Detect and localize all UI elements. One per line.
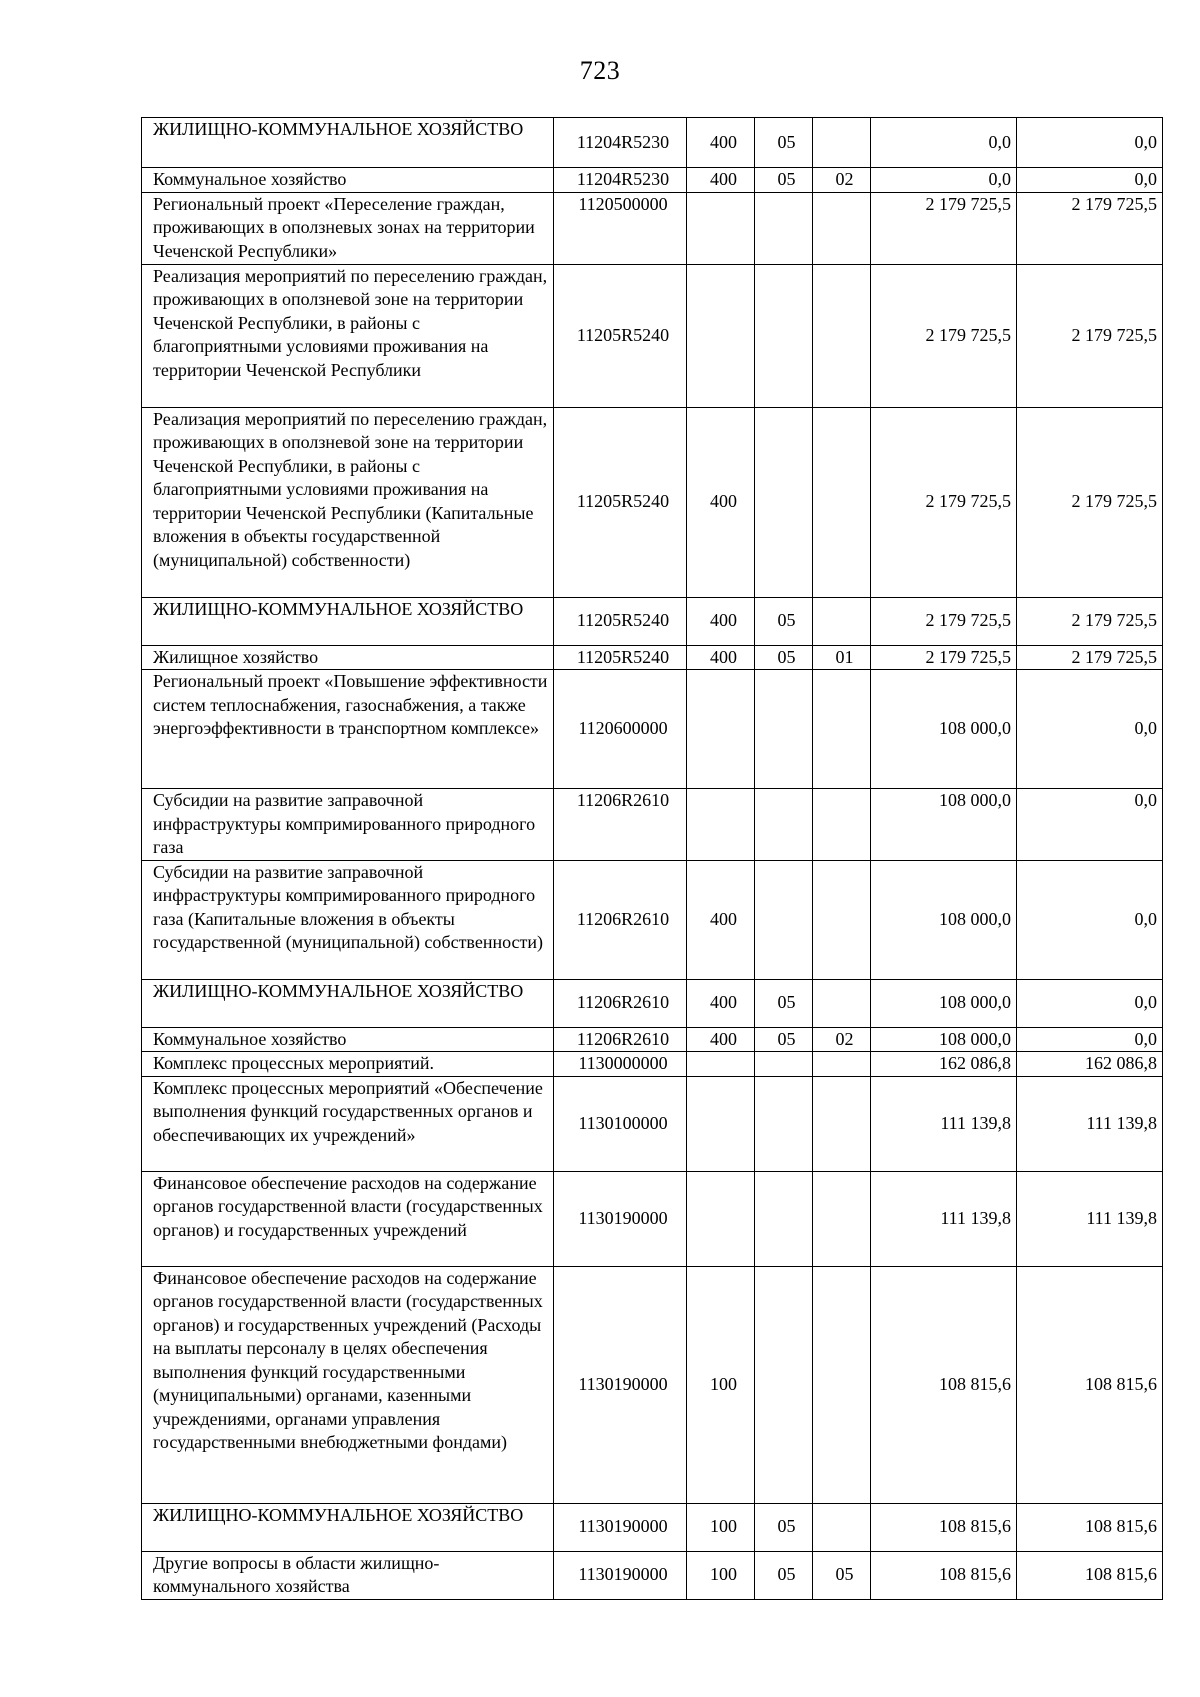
row-sum-2: 0,0	[1017, 1027, 1163, 1052]
table-row	[142, 168, 1163, 193]
row-name: ЖИЛИЩНО-КОММУНАЛЬНОЕ ХОЗЯЙСТВО	[142, 1503, 554, 1551]
row-name: Реализация мероприятий по переселению граждан, проживающих в оползневой зоне на территории Чеченской Республики, в районы с благоприятными условиями проживания на территории Чеченской Республики	[142, 264, 554, 407]
row-name: Региональный проект «Переселение граждан, проживающих в оползневых зонах на территории Чеченской Республики»	[142, 192, 554, 264]
row-name: Региональный проект «Повышение эффективности систем теплоснабжения, газоснабжения, а также энергоэффективности в транспортном комплексе»	[142, 670, 554, 789]
row-expense-type	[687, 1171, 755, 1266]
row-sum-2: 2 179 725,5	[1017, 407, 1163, 597]
row-name: Жилищное хозяйство	[142, 645, 554, 670]
row-subsection	[813, 860, 871, 979]
row-sum-2: 0,0	[1017, 118, 1163, 168]
row-sum-2: 108 815,6	[1017, 1266, 1163, 1503]
row-sum-1: 2 179 725,5	[871, 192, 1017, 264]
table-row	[142, 407, 1163, 597]
row-section	[755, 670, 813, 789]
row-sum-1: 2 179 725,5	[871, 407, 1017, 597]
row-expense-type: 400	[687, 860, 755, 979]
row-section	[755, 407, 813, 597]
row-expense-type: 400	[687, 407, 755, 597]
page-number: 723	[579, 56, 621, 85]
row-subsection	[813, 979, 871, 1027]
row-sum-1: 108 000,0	[871, 979, 1017, 1027]
row-section	[755, 1052, 813, 1077]
row-subsection	[813, 264, 871, 407]
row-section: 05	[755, 979, 813, 1027]
row-sum-2: 0,0	[1017, 168, 1163, 193]
row-sum-2: 0,0	[1017, 860, 1163, 979]
row-expense-type: 100	[687, 1551, 755, 1599]
row-subsection	[813, 192, 871, 264]
row-code: 11205R5240	[554, 645, 687, 670]
row-section: 05	[755, 168, 813, 193]
row-sum-1: 0,0	[871, 168, 1017, 193]
row-sum-2: 162 086,8	[1017, 1052, 1163, 1077]
row-sum-2: 0,0	[1017, 789, 1163, 861]
row-sum-1: 2 179 725,5	[871, 264, 1017, 407]
row-sum-2: 2 179 725,5	[1017, 192, 1163, 264]
row-code: 1120500000	[554, 192, 687, 264]
row-name: Реализация мероприятий по переселению граждан, проживающих в оползневой зоне на территории Чеченской Республики, в районы с благоприятными условиями проживания на территории Чеченской Республики (Капитальные вложения в объекты государственной (муниципальной) собственности)	[142, 407, 554, 597]
row-subsection	[813, 118, 871, 168]
row-section: 05	[755, 1551, 813, 1599]
row-sum-1: 2 179 725,5	[871, 597, 1017, 645]
row-expense-type: 400	[687, 168, 755, 193]
budget-table	[141, 117, 1163, 1600]
table-row	[142, 1052, 1163, 1077]
row-name: Финансовое обеспечение расходов на содержание органов государственной власти (государственных органов) и государственных учреждений	[142, 1171, 554, 1266]
row-sum-2: 111 139,8	[1017, 1076, 1163, 1171]
row-name: Комплекс процессных мероприятий.	[142, 1052, 554, 1077]
row-code: 1130190000	[554, 1266, 687, 1503]
row-expense-type	[687, 264, 755, 407]
row-subsection: 01	[813, 645, 871, 670]
row-sum-2: 2 179 725,5	[1017, 264, 1163, 407]
row-name: ЖИЛИЩНО-КОММУНАЛЬНОЕ ХОЗЯЙСТВО	[142, 118, 554, 168]
row-subsection	[813, 1076, 871, 1171]
row-sum-2: 2 179 725,5	[1017, 597, 1163, 645]
row-code: 11204R5230	[554, 118, 687, 168]
table-row	[142, 1266, 1163, 1503]
row-sum-1: 108 000,0	[871, 789, 1017, 861]
row-code: 1130100000	[554, 1076, 687, 1171]
row-sum-2: 108 815,6	[1017, 1503, 1163, 1551]
row-expense-type: 400	[687, 979, 755, 1027]
row-code: 11205R5240	[554, 407, 687, 597]
row-expense-type	[687, 670, 755, 789]
row-subsection	[813, 1503, 871, 1551]
table-row	[142, 645, 1163, 670]
row-section	[755, 264, 813, 407]
row-name: ЖИЛИЩНО-КОММУНАЛЬНОЕ ХОЗЯЙСТВО	[142, 979, 554, 1027]
row-code: 11205R5240	[554, 264, 687, 407]
row-subsection: 05	[813, 1551, 871, 1599]
table-row	[142, 1076, 1163, 1171]
row-section	[755, 789, 813, 861]
row-sum-2: 111 139,8	[1017, 1171, 1163, 1266]
row-sum-2: 2 179 725,5	[1017, 645, 1163, 670]
row-code: 11205R5240	[554, 597, 687, 645]
table-row	[142, 1503, 1163, 1551]
table-row	[142, 118, 1163, 168]
table-row	[142, 979, 1163, 1027]
row-sum-1: 108 815,6	[871, 1503, 1017, 1551]
table-row	[142, 264, 1163, 407]
table-row	[142, 670, 1163, 789]
row-expense-type	[687, 1076, 755, 1171]
row-subsection	[813, 1052, 871, 1077]
table-row	[142, 1027, 1163, 1052]
row-section	[755, 1266, 813, 1503]
row-subsection	[813, 1266, 871, 1503]
row-section	[755, 192, 813, 264]
row-sum-1: 162 086,8	[871, 1052, 1017, 1077]
row-section	[755, 860, 813, 979]
row-sum-2: 108 815,6	[1017, 1551, 1163, 1599]
row-expense-type: 400	[687, 118, 755, 168]
row-subsection: 02	[813, 168, 871, 193]
row-sum-1: 108 815,6	[871, 1551, 1017, 1599]
row-section: 05	[755, 1503, 813, 1551]
row-name: Коммунальное хозяйство	[142, 1027, 554, 1052]
row-subsection	[813, 789, 871, 861]
row-name: Субсидии на развитие заправочной инфраструктуры компримированного природного газа (Капитальные вложения в объекты государственной (муниципальной) собственности)	[142, 860, 554, 979]
row-section: 05	[755, 118, 813, 168]
row-sum-1: 108 000,0	[871, 670, 1017, 789]
row-code: 11206R2610	[554, 979, 687, 1027]
row-code: 11206R2610	[554, 1027, 687, 1052]
row-name: ЖИЛИЩНО-КОММУНАЛЬНОЕ ХОЗЯЙСТВО	[142, 597, 554, 645]
row-subsection	[813, 1171, 871, 1266]
row-name: Финансовое обеспечение расходов на содержание органов государственной власти (государственных органов) и государственных учреждений (Расходы на выплаты персоналу в целях обеспечения выполнения функций государственными (муниципальными) органами, казенными учреждениями, органами управления государственными внебюджетными фондами)	[142, 1266, 554, 1503]
row-sum-1: 108 000,0	[871, 860, 1017, 979]
row-code: 1120600000	[554, 670, 687, 789]
row-subsection: 02	[813, 1027, 871, 1052]
row-name: Субсидии на развитие заправочной инфраструктуры компримированного природного газа	[142, 789, 554, 861]
row-name: Комплекс процессных мероприятий «Обеспечение выполнения функций государственных органов и обеспечивающих их учреждений»	[142, 1076, 554, 1171]
row-name: Другие вопросы в области жилищно-коммунального хозяйства	[142, 1551, 554, 1599]
row-subsection	[813, 670, 871, 789]
row-sum-1: 2 179 725,5	[871, 645, 1017, 670]
row-sum-2: 0,0	[1017, 670, 1163, 789]
row-subsection	[813, 407, 871, 597]
row-expense-type	[687, 1052, 755, 1077]
row-expense-type: 100	[687, 1266, 755, 1503]
row-sum-1: 108 000,0	[871, 1027, 1017, 1052]
row-section: 05	[755, 645, 813, 670]
row-sum-1: 111 139,8	[871, 1076, 1017, 1171]
row-code: 1130190000	[554, 1503, 687, 1551]
row-code: 11206R2610	[554, 860, 687, 979]
table-row	[142, 1171, 1163, 1266]
row-sum-2: 0,0	[1017, 979, 1163, 1027]
row-name: Коммунальное хозяйство	[142, 168, 554, 193]
row-sum-1: 108 815,6	[871, 1266, 1017, 1503]
row-expense-type	[687, 192, 755, 264]
row-expense-type: 100	[687, 1503, 755, 1551]
table-row	[142, 1551, 1163, 1599]
row-expense-type	[687, 789, 755, 861]
row-code: 1130190000	[554, 1551, 687, 1599]
row-expense-type: 400	[687, 645, 755, 670]
row-section	[755, 1076, 813, 1171]
row-expense-type: 400	[687, 1027, 755, 1052]
table-row	[142, 597, 1163, 645]
row-expense-type: 400	[687, 597, 755, 645]
row-sum-1: 0,0	[871, 118, 1017, 168]
row-section: 05	[755, 597, 813, 645]
row-code: 1130190000	[554, 1171, 687, 1266]
row-code: 11206R2610	[554, 789, 687, 861]
table-row	[142, 192, 1163, 264]
row-subsection	[813, 597, 871, 645]
row-sum-1: 111 139,8	[871, 1171, 1017, 1266]
row-code: 1130000000	[554, 1052, 687, 1077]
table-row	[142, 789, 1163, 861]
row-section: 05	[755, 1027, 813, 1052]
table-row	[142, 860, 1163, 979]
row-code: 11204R5230	[554, 168, 687, 193]
row-section	[755, 1171, 813, 1266]
